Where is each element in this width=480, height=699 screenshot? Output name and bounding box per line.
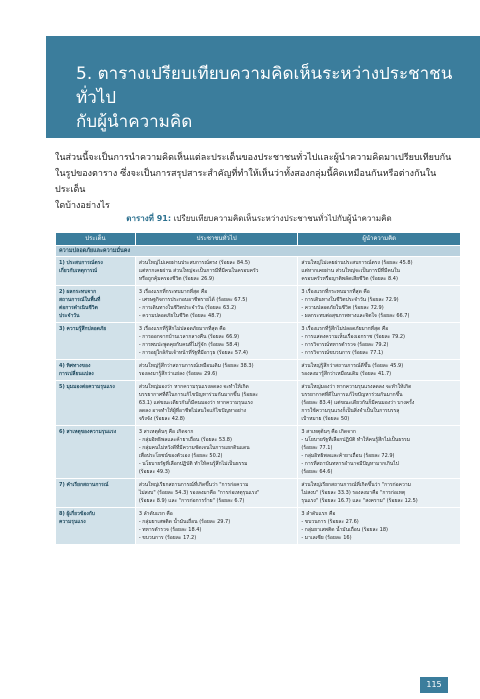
table-row	[56, 360, 461, 381]
cell-line: - กลุ่มยาเสพติด น้ำมันเถื่อน (ร้อยละ 29.7)	[138, 519, 231, 525]
cell-line: ส่วนใหญ่เรียกสถานการณ์ที่เกิดขึ้นว่า "การก่อความ	[301, 482, 411, 488]
cell-line: - กลุ่มคนไม่หวังดีที่มีความชัดเจนในการแยกดินแดน	[138, 445, 250, 451]
cell-line: - การที่สถาบันทหารอำนาจมีปัญหามากเกินไป	[301, 461, 399, 467]
cell-line: - ผลกระทบต่อสุขภาพทางและจิตใจ (ร้อยละ 66.7)	[301, 313, 410, 319]
cell-line: (ร้อยละ 8.9) และ "การก่อการร้าย" (ร้อยละ 6.7)	[138, 498, 245, 504]
cell-line: - กลุ่มยาเสพติด น้ำมันเถื่อน (ร้อยละ 18)	[301, 527, 388, 533]
cell-line: (ร้อยละ 64.6)	[301, 469, 333, 475]
chapter-banner	[46, 36, 480, 138]
table-row	[56, 426, 461, 479]
cell-line: ลดลง อาจทำให้ผู้ที่อาชีพไม่สนใจแก้ไขปัญหาอย่าง	[138, 408, 247, 414]
table-row	[56, 508, 461, 545]
cell-leader	[298, 479, 461, 508]
cell-line: - ความปลอดภัยในชีวิต (ร้อยละ 72.9)	[301, 305, 384, 311]
chapter-title	[76, 62, 464, 134]
table-body	[56, 246, 461, 545]
cell-line: 3 ลำดับแรก คือ	[138, 511, 173, 517]
intro-paragraph	[55, 150, 463, 214]
cell-line: - การเดินทางในชีวิตประจำวัน (ร้อยละ 72.9)	[301, 297, 399, 303]
cell-line: แต่หากเคยผ่าน ส่วนใหญ่จะเป็นการมีที่มีคนในครอบครัว	[138, 268, 259, 274]
table-row	[56, 323, 461, 360]
intro-line: ในรูปของตาราง ซึ่งจะเป็นการสรุปสาระสำคัญที่ทำให้เห็นว่าทั้งสองกลุ่มนี้คิดเหมือนกันหรือต่างกันในประเด็น	[55, 169, 437, 195]
cell-line: 3 ลำดับแรก คือ	[301, 511, 336, 517]
cell-line: - นโยบายรัฐที่เลือกปฏิบัติ ทำให้คนรู้สึกไม่เป็นธรรม	[138, 461, 248, 467]
cell-line: - มาเลเซีย (ร้อยละ 16)	[301, 535, 352, 541]
table-row	[56, 286, 461, 323]
cell-line: (ร้อยละ 77.1)	[301, 445, 333, 451]
chapter-title-line: 5. ตารางเปรียบเทียบความคิดเห็นระหว่างประชาชนทั่วไป	[76, 64, 453, 108]
cell-leader	[298, 426, 461, 479]
cell-line: - ขบวนการ (ร้อยละ 27.6)	[301, 519, 359, 525]
cell-public	[135, 323, 298, 360]
cell-leader	[298, 286, 461, 323]
cell-line: - การพบปะพูดคุยกับคนที่ไม่รู้จัก (ร้อยละ 58.4)	[138, 342, 240, 348]
table-row	[56, 381, 461, 426]
cell-line: - การออกจากบ้านเวลากลางคืน (ร้อยละ 66.9)	[138, 334, 240, 340]
cell-line: ส่วนใหญ่มองว่า หากความรุนแรงลดลง จะทำให้เกิด	[138, 384, 249, 390]
cell-line: ครอบครัวหรือญาติพลัดเสียชีวิต (ร้อยละ 8.4)	[301, 276, 398, 282]
cell-line: แต่หากเคยผ่าน ส่วนใหญ่จะเป็นการมีที่มีคนใน	[301, 268, 400, 274]
cell-line: - การวิจารณ์ทหารตำรวจ (ร้อยละ 79.2)	[301, 342, 389, 348]
cell-line: - ความปลอดภัยในชีวิต (ร้อยละ 48.7)	[138, 313, 222, 319]
cell-public	[135, 426, 298, 479]
cell-public	[135, 360, 298, 381]
cell-public	[135, 257, 298, 286]
cell-line: จริงจัง (ร้อยละ 42.8)	[138, 416, 185, 422]
cell-line: หรือถูกคุ้มครองชีวิต (ร้อยละ 26.9)	[138, 276, 215, 282]
cell-line: 3 สาเหตุต้นๆ คือ เกิดจาก	[138, 429, 194, 435]
cell-line: เพื่อประโยชน์ของตัวเอง (ร้อยละ 50.2)	[138, 453, 223, 459]
section-label: ความปลอดภัยและความมั่นคง	[56, 246, 461, 257]
cell-line: 7) คำเรียกสถานการณ์	[59, 482, 109, 488]
table-caption-label: ตารางที่ 91:	[126, 214, 172, 223]
header-leader: ผู้นำความคิด	[298, 233, 461, 246]
cell-topic	[56, 323, 136, 360]
comparison-table	[55, 232, 461, 545]
cell-line: การเปลี่ยนแปลง	[59, 371, 94, 377]
cell-line: ความรุนแรง	[59, 519, 86, 525]
chapter-title-line: กับผู้นำความคิด	[76, 112, 193, 132]
cell-public	[135, 286, 298, 323]
cell-line: รองลงมารู้สึกว่าเหมือนเดิม (ร้อยละ 41.7)	[301, 371, 392, 377]
table-row	[56, 257, 461, 286]
cell-line: (ร้อยละ 83.4) แต่ขณะเดียวกันก็มีคนมองว่า บางครั้ง	[301, 400, 415, 406]
cell-topic	[56, 479, 136, 508]
cell-line: ประจำวัน	[59, 313, 80, 319]
cell-public	[135, 508, 298, 545]
cell-leader	[298, 508, 461, 545]
cell-line: 1) ประสบการณ์ตรง	[59, 260, 103, 266]
cell-topic	[56, 360, 136, 381]
cell-leader	[298, 360, 461, 381]
cell-line: - การเดินทางในชีวิตประจำวัน (ร้อยละ 63.2)	[138, 305, 237, 311]
cell-line: รองลงมารู้สึกว่าแย่ลง (ร้อยละ 29.6)	[138, 371, 218, 377]
cell-line: 3 เรื่องแรกที่กระทบมากที่สุด คือ	[138, 289, 208, 295]
cell-line: - ขบวนการ (ร้อยละ 17.2)	[138, 535, 197, 541]
table-row	[56, 479, 461, 508]
cell-line: ส่วนใหญ่รู้สึกว่าสถานการณ์ดีขึ้น (ร้อยละ 45.9)	[301, 363, 404, 369]
cell-line: บรรยากาศที่ดีในการแก้ไขปัญหาร่วมกันมากขึ้น (ร้อยละ	[138, 392, 258, 398]
cell-line: บรรยากาศที่ดีในการแก้ไขปัญหาร่วมกันมากขึ้น	[301, 392, 403, 398]
cell-line: เป้าหมาย (ร้อยละ 50)	[301, 416, 350, 422]
cell-line: 3 เรื่องแรกที่รู้สึกไม่ปลอดภัยมากที่สุด คือ	[138, 326, 226, 332]
page-number: 115	[420, 677, 448, 693]
cell-line: ส่วนใหญ่มองว่า หากความรุนแรงลดลง จะทำให้เกิด	[301, 384, 412, 390]
cell-topic	[56, 381, 136, 426]
cell-line: 3) ความรู้สึกปลอดภัย	[59, 326, 107, 332]
cell-line: (ร้อยละ 49.3)	[138, 469, 170, 475]
cell-line: 3 เรื่องแรกที่รู้สึกไม่ปลอดภัยมากที่สุด คือ	[301, 326, 389, 332]
cell-line: สถานการณ์ในพื้นที่	[59, 297, 101, 303]
cell-line: 2) ผลกระทบจาก	[59, 289, 97, 295]
cell-line: ส่วนใหญ่เรียกสถานการณ์ที่เกิดขึ้นว่า "การก่อความ	[138, 482, 249, 488]
cell-line: ไม่สงบ" (ร้อยละ 33.3) รองลงมาคือ "การก่อเหตุ	[301, 490, 406, 496]
section-row	[56, 246, 461, 257]
table-caption	[55, 212, 463, 225]
cell-topic	[56, 508, 136, 545]
cell-line: - การวิจารณ์ขบวนการ (ร้อยละ 77.1)	[301, 350, 384, 356]
cell-topic	[56, 286, 136, 323]
cell-line: ส่วนใหญ่รู้สึกว่าสถานการณ์เหมือนเดิม (ร้อยละ 38.3)	[138, 363, 254, 369]
cell-line: 6) สาเหตุของความรุนแรง	[59, 429, 117, 435]
cell-topic	[56, 257, 136, 286]
table-header-row	[56, 233, 461, 246]
cell-leader	[298, 381, 461, 426]
cell-line: - นโยบายรัฐที่เลือกปฏิบัติ ทำให้คนรู้สึกไม่เป็นธรรม	[301, 437, 411, 443]
cell-topic	[56, 426, 136, 479]
cell-public	[135, 381, 298, 426]
cell-line: ส่วนใหญ่ไม่เคยผ่านประสบการณ์ตรง (ร้อยละ 45.8)	[301, 260, 413, 266]
cell-line: 3 เรื่องแรกที่กระทบมากที่สุด คือ	[301, 289, 370, 295]
header-topic: ประเด็น	[56, 233, 136, 246]
table-caption-text: เปรียบเทียบความคิดเห็นระหว่างประชาชนทั่วไปกับผู้นำความคิด	[171, 214, 392, 223]
cell-public	[135, 479, 298, 508]
cell-line: การใช้ความรุนแรงก็เป็นสิ่งจำเป็นในการบรรลุ	[301, 408, 400, 414]
cell-leader	[298, 257, 461, 286]
cell-line: ต่อการดำเนินชีวิต	[59, 305, 98, 311]
cell-line: 8) ผู้เกี่ยวข้องกับ	[59, 511, 95, 517]
cell-line: รุนแรง" (ร้อยละ 16.7) และ "สงคราม" (ร้อยละ 12.5)	[301, 498, 418, 504]
cell-line: - กลุ่มอิทธิพลและค้ายาเถื่อน (ร้อยละ 72.9)	[301, 453, 395, 459]
cell-line: - ทหารตำรวจ (ร้อยละ 18.4)	[138, 527, 202, 533]
cell-line: - การแสดงความเห็นเรื่องเอกราช (ร้อยละ 79.2)	[301, 334, 406, 340]
cell-line: - เศรษฐกิจการประกอบอาชีพรายได้ (ร้อยละ 67.5)	[138, 297, 248, 303]
cell-line: 3 สาเหตุต้นๆ คือ เกิดจาก	[301, 429, 356, 435]
intro-line: ใดบ้างอย่างไร	[55, 201, 110, 211]
cell-line: 5) มุมมองต่อความรุนแรง	[59, 384, 115, 390]
header-public: ประชาชนทั่วไป	[135, 233, 298, 246]
cell-line: - กลุ่มอิทธิพลและค้ายาเถื่อน (ร้อยละ 53.8)	[138, 437, 232, 443]
cell-line: - การอยู่ใกล้กับเจ้าหน้าที่รัฐที่มีอาวุธ (ร้อยละ 57.4)	[138, 350, 248, 356]
cell-leader	[298, 323, 461, 360]
intro-line: ในส่วนนี้จะเป็นการนำความคิดเห็นแต่ละประเด็นของประชาชนทั่วไปและผู้นำความคิดมาเปรียบเทียบกัน	[55, 153, 452, 163]
cell-line: เกี่ยวกับเหตุการณ์	[59, 268, 98, 274]
cell-line: 4) ทิศทางของ	[59, 363, 91, 369]
cell-line: ส่วนใหญ่ไม่เคยผ่านประสบการณ์ตรง (ร้อยละ 84.5)	[138, 260, 250, 266]
cell-line: ไม่สงบ" (ร้อยละ 54.3) รองลงมาคือ "การก่อเหตุรุนแรง"	[138, 490, 260, 496]
cell-line: 63.1) แต่ขณะเดียวกันก็มีคนมองว่า หากความรุนแรง	[138, 400, 253, 406]
